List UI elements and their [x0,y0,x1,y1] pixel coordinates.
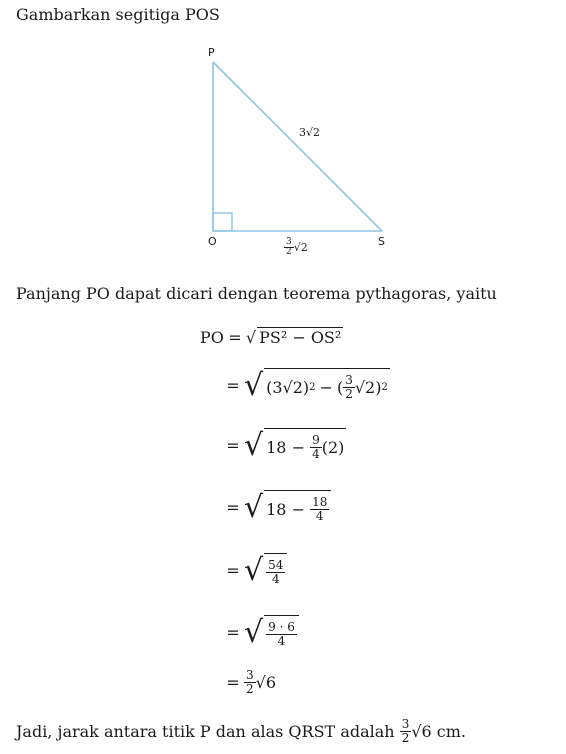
step-5: = √ $\frac{54}{4}$ [222,545,287,595]
step-2: = √ (3√2) 2 − ( $\frac{3}{2}$ √2 ) 2 [226,367,388,403]
label-o: O [208,235,217,248]
step-6: = √ $\frac{9 \cdot 6}{4}$ [222,607,299,657]
conclusion: Jadi, jarak antara titik P dan alas QRST adalah $\frac{3}{2}$ √6 cm. [16,717,467,745]
label-s: S [378,235,385,248]
step-1: PO = √ PS² − OS² [200,327,342,347]
intro-text: Panjang PO dapat dicari dengan teorema pythagoras, yaitu [16,284,497,303]
triangle-diagram [0,0,566,270]
side-ps-label: 3√2 [299,126,321,139]
step-3: = √ 18 − $\frac{9}{4}$ (2) [226,427,345,463]
step-7: = $\frac{3}{2}$ √6 [226,667,277,696]
side-ps [213,62,382,231]
heading: Gambarkan segitiga POS [16,5,220,24]
step-4: = √ 18 − $\frac{18}{4}$ [222,482,331,532]
right-angle-mark [213,213,232,231]
side-os-label: $\frac{3}{2}$ √2 [286,237,308,258]
label-p: P [208,46,215,59]
